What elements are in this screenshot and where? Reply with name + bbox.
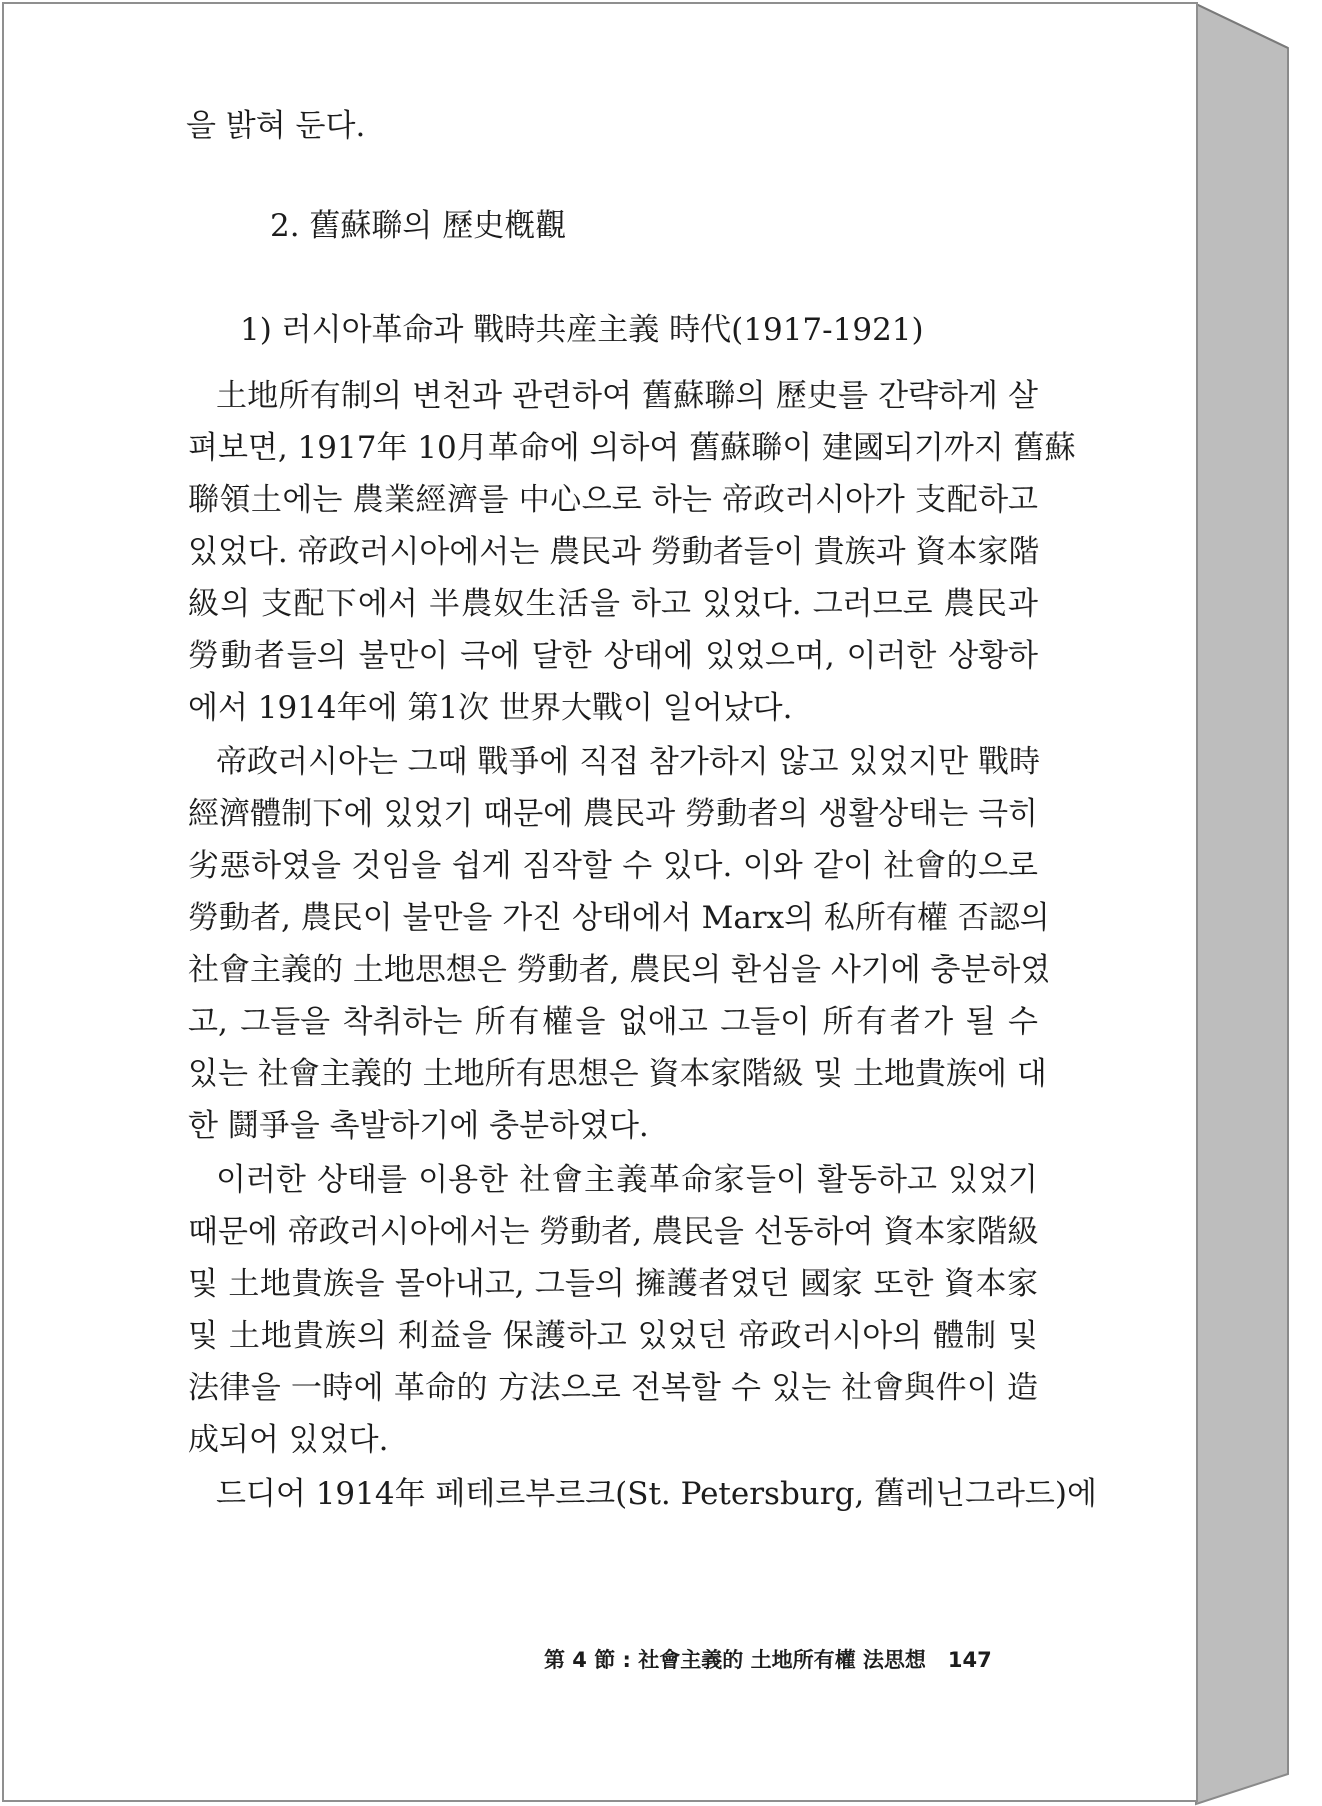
text-line: 級의 支配下에서 半農奴生活을 하고 있었다. 그러므로 農民과 [188,586,1038,622]
section-heading: 2. 舊蘇聯의 歷史槪觀 [270,208,567,244]
text-line: 勞動者들의 불만이 극에 달한 상태에 있었으며, 이러한 상황하 [188,638,1038,674]
continuation-line: 을 밝혀 둔다. [186,108,366,144]
running-head: 第 4 節 : 社會主義的 土地所有權 法思想 [544,1648,926,1672]
text-line: 이러한 상태를 이용한 社會主義革命家들이 활동하고 있었기 [216,1162,1038,1198]
text-line: 및 土地貴族을 몰아내고, 그들의 擁護者였던 國家 또한 資本家 [188,1266,1038,1302]
page-number: 147 [947,1648,992,1672]
text-line: 에서 1914年에 第1次 世界大戰이 일어났다. [188,690,793,726]
text-line: 고, 그들을 착취하는 所有權을 없애고 그들이 所有者가 될 수 [188,1004,1038,1040]
text-line: 있는 社會主義的 土地所有思想은 資本家階級 및 土地貴族에 대 [188,1056,1047,1092]
book-page [2,2,1198,1802]
text-line: 經濟體制下에 있었기 때문에 農民과 勞動者의 생활상태는 극히 [188,796,1038,832]
text-line: 劣惡하였을 것임을 쉽게 짐작할 수 있다. 이와 같이 社會的으로 [188,848,1038,884]
text-line: 土地所有制의 변천과 관련하여 舊蘇聯의 歷史를 간략하게 살 [216,378,1038,414]
text-line: 드디어 1914年 페테르부르크(St. Petersburg, 舊레닌그라드)에 [216,1476,1097,1512]
text-line: 한 鬪爭을 촉발하기에 충분하였다. [188,1108,649,1144]
text-line: 때문에 帝政러시아에서는 勞動者, 農民을 선동하여 資本家階級 [188,1214,1039,1250]
subsection-heading: 1) 러시아革命과 戰時共産主義 時代(1917-1921) [240,312,924,348]
text-line: 있었다. 帝政러시아에서는 農民과 勞動者들이 貴族과 資本家階 [188,534,1040,570]
text-line: 帝政러시아는 그때 戰爭에 직접 참가하지 않고 있었지만 戰時 [216,744,1040,780]
text-line: 펴보면, 1917年 10月革命에 의하여 舊蘇聯이 建國되기까지 舊蘇 [188,430,1076,466]
text-line: 成되어 있었다. [188,1422,389,1458]
text-line: 法律을 一時에 革命的 方法으로 전복할 수 있는 社會與件이 造 [188,1370,1038,1406]
text-line: 社會主義的 土地思想은 勞動者, 農民의 환심을 사기에 충분하였 [188,952,1051,988]
text-line: 勞動者, 農民이 불만을 가진 상태에서 Marx의 私所有權 否認의 [188,900,1050,936]
text-line: 및 土地貴族의 利益을 保護하고 있었던 帝政러시아의 體制 및 [188,1318,1038,1354]
text-line: 聯領土에는 農業經濟를 中心으로 하는 帝政러시아가 支配하고 [188,482,1038,518]
page-footer [544,1644,992,1674]
